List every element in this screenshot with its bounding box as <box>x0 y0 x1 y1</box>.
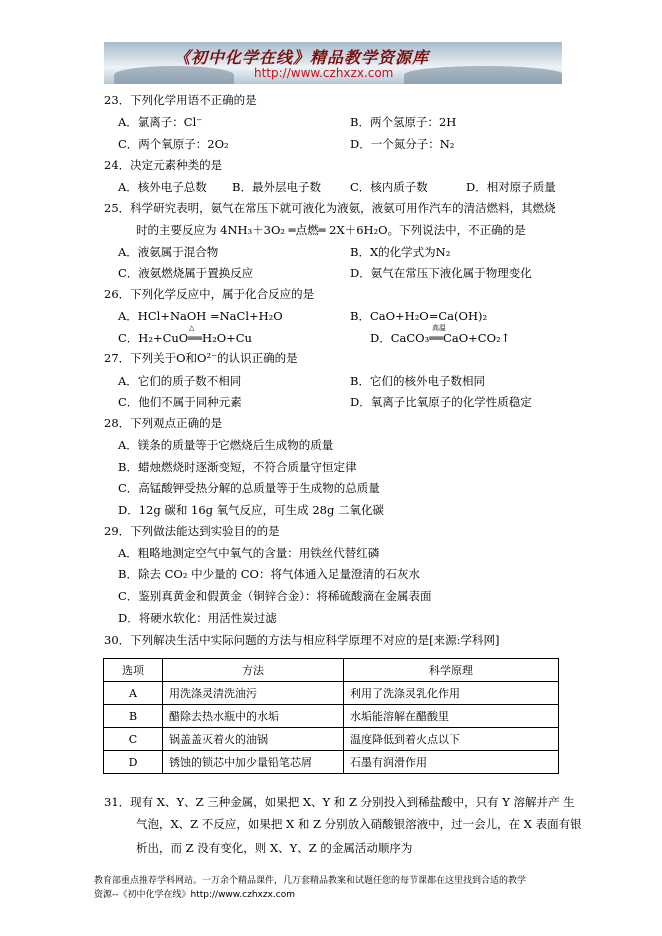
option-28c: C．高锰酸钾受热分解的总质量等于生成物的总质量 <box>118 481 380 495</box>
table-row <box>104 705 559 728</box>
table-cell: 用洗涤灵清洗油污 <box>163 682 344 705</box>
reaction-condition-high-temp: 高温 <box>432 324 446 332</box>
header-banner <box>104 42 562 84</box>
option-23d: D．一个氮分子：N₂ <box>350 137 455 151</box>
table-cell: D <box>104 751 163 774</box>
table-cell: 温度降低到着火点以下 <box>344 728 559 751</box>
table-row <box>104 751 559 774</box>
reaction-condition-heat: △ <box>189 324 195 332</box>
option-27d: D．氧离子比氧原子的化学性质稳定 <box>350 395 532 409</box>
question-25: 25．科学研究表明，氨气在常压下就可液化为液氨，液氨可用作汽车的清洁燃料，其燃烧 <box>104 201 556 215</box>
option-27a: A．它们的质子数不相同 <box>118 374 242 388</box>
table-cell: C <box>104 728 163 751</box>
table-cell: 醋除去热水瓶中的水垢 <box>163 705 344 728</box>
question-23: 23．下列化学用语不正确的是 <box>104 93 257 107</box>
option-29b: B．除去 CO₂ 中少量的 CO：将气体通入足量澄清的石灰水 <box>118 567 420 581</box>
question-26: 26．下列化学反应中，属于化合反应的是 <box>104 287 315 301</box>
option-25b: B．X的化学式为N₂ <box>350 245 451 259</box>
table-cell: A <box>104 682 163 705</box>
table-header: 科学原理 <box>344 659 559 682</box>
option-26d: D．CaCO₃══CaO+CO₂↑ <box>370 331 511 345</box>
question-28: 28．下列观点正确的是 <box>104 416 223 430</box>
option-25a: A．液氨属于混合物 <box>118 245 219 259</box>
banner-mountain <box>404 66 562 84</box>
footer-line: 教育部重点推荐学科网站。一万余个精品课件，几万套精品教案和试题任您的每节课都在这里找到合适的教学 <box>94 876 527 886</box>
option-28b: B．蜡烛燃烧时逐渐变短，不符合质量守恒定律 <box>118 460 357 474</box>
question-27: 27．下列关于O和O²⁻的认识正确的是 <box>104 351 298 365</box>
banner-mountain <box>114 66 234 84</box>
question-24: 24．决定元素种类的是 <box>104 158 223 172</box>
table-header: 选项 <box>104 659 163 682</box>
option-28d: D．12g 碳和 16g 氧气反应，可生成 28g 二氧化碳 <box>118 503 384 517</box>
table-cell: 利用了洗涤灵乳化作用 <box>344 682 559 705</box>
option-25d: D．氨气在常压下液化属于物理变化 <box>350 266 532 280</box>
table-header-row <box>104 659 559 682</box>
table-cell: B <box>104 705 163 728</box>
option-28a: A．镁条的质量等于它燃烧后生成物的质量 <box>118 438 334 452</box>
option-24c: C．核内质子数 <box>350 180 428 194</box>
table-cell: 锅盖盖灭着火的油锅 <box>163 728 344 751</box>
table-cell: 水垢能溶解在醋酸里 <box>344 705 559 728</box>
table-cell: 石墨有润滑作用 <box>344 751 559 774</box>
question-31-cont: 气泡，X、Z 不反应，如果把 X 和 Z 分别放入硝酸银溶液中，过一会儿，在 X 表面有银 <box>136 817 582 831</box>
table-row <box>104 682 559 705</box>
option-26c: C．H₂+CuO══H₂O+Cu <box>118 331 252 345</box>
option-26b: B．CaO+H₂O=Ca(OH)₂ <box>350 309 488 323</box>
question-31-cont: 析出，而 Z 没有变化，则 X、Y、Z 的金属活动顺序为 <box>136 841 413 855</box>
option-27b: B．它们的核外电子数相同 <box>350 374 485 388</box>
table-header: 方法 <box>163 659 344 682</box>
footer-line[interactable]: 资源--《初中化学在线》http://www.czhxzx.com <box>94 890 296 900</box>
question-25-cont: 时的主要反应为 4NH₃＋3O₂ ═点燃═ 2X＋6H₂O。下列说法中，不正确的是 <box>136 223 526 237</box>
option-24d: D．相对原子质量 <box>466 180 556 194</box>
question-31: 31．现有 X、Y、Z 三种金属，如果把 X、Y 和 Z 分别投入到稀盐酸中，只有 Y 溶解并产 生 <box>104 795 575 809</box>
table-cell: 锈蚀的锁芯中加少量铅笔芯屑 <box>163 751 344 774</box>
option-23b: B．两个氢原子：2H <box>350 115 457 129</box>
answer-table <box>103 658 559 774</box>
option-29a: A．粗略地测定空气中氧气的含量：用铁丝代替红磷 <box>118 546 380 560</box>
table-row <box>104 728 559 751</box>
question-29: 29．下列做法能达到实验目的的是 <box>104 524 280 538</box>
option-23a: A．氯离子：Cl⁻ <box>118 115 203 129</box>
question-30: 30．下列解决生活中实际问题的方法与相应科学原理不对应的是[来源:学科网] <box>104 633 500 647</box>
option-24b: B．最外层电子数 <box>232 180 321 194</box>
banner-title: 《初中化学在线》精品教学资源库 <box>174 48 430 67</box>
banner-url[interactable]: http://www.czhxzx.com <box>254 66 394 80</box>
option-29d: D．将硬水软化：用活性炭过滤 <box>118 611 277 625</box>
option-24a: A．核外电子总数 <box>118 180 207 194</box>
option-26a: A．HCl+NaOH =NaCl+H₂O <box>118 309 283 323</box>
option-29c: C．鉴别真黄金和假黄金（铜锌合金）：将稀硫酸滴在金属表面 <box>118 589 432 603</box>
option-25c: C．液氨燃烧属于置换反应 <box>118 266 254 280</box>
option-23c: C．两个氧原子：2O₂ <box>118 137 229 151</box>
option-27c: C．他们不属于同种元素 <box>118 395 242 409</box>
